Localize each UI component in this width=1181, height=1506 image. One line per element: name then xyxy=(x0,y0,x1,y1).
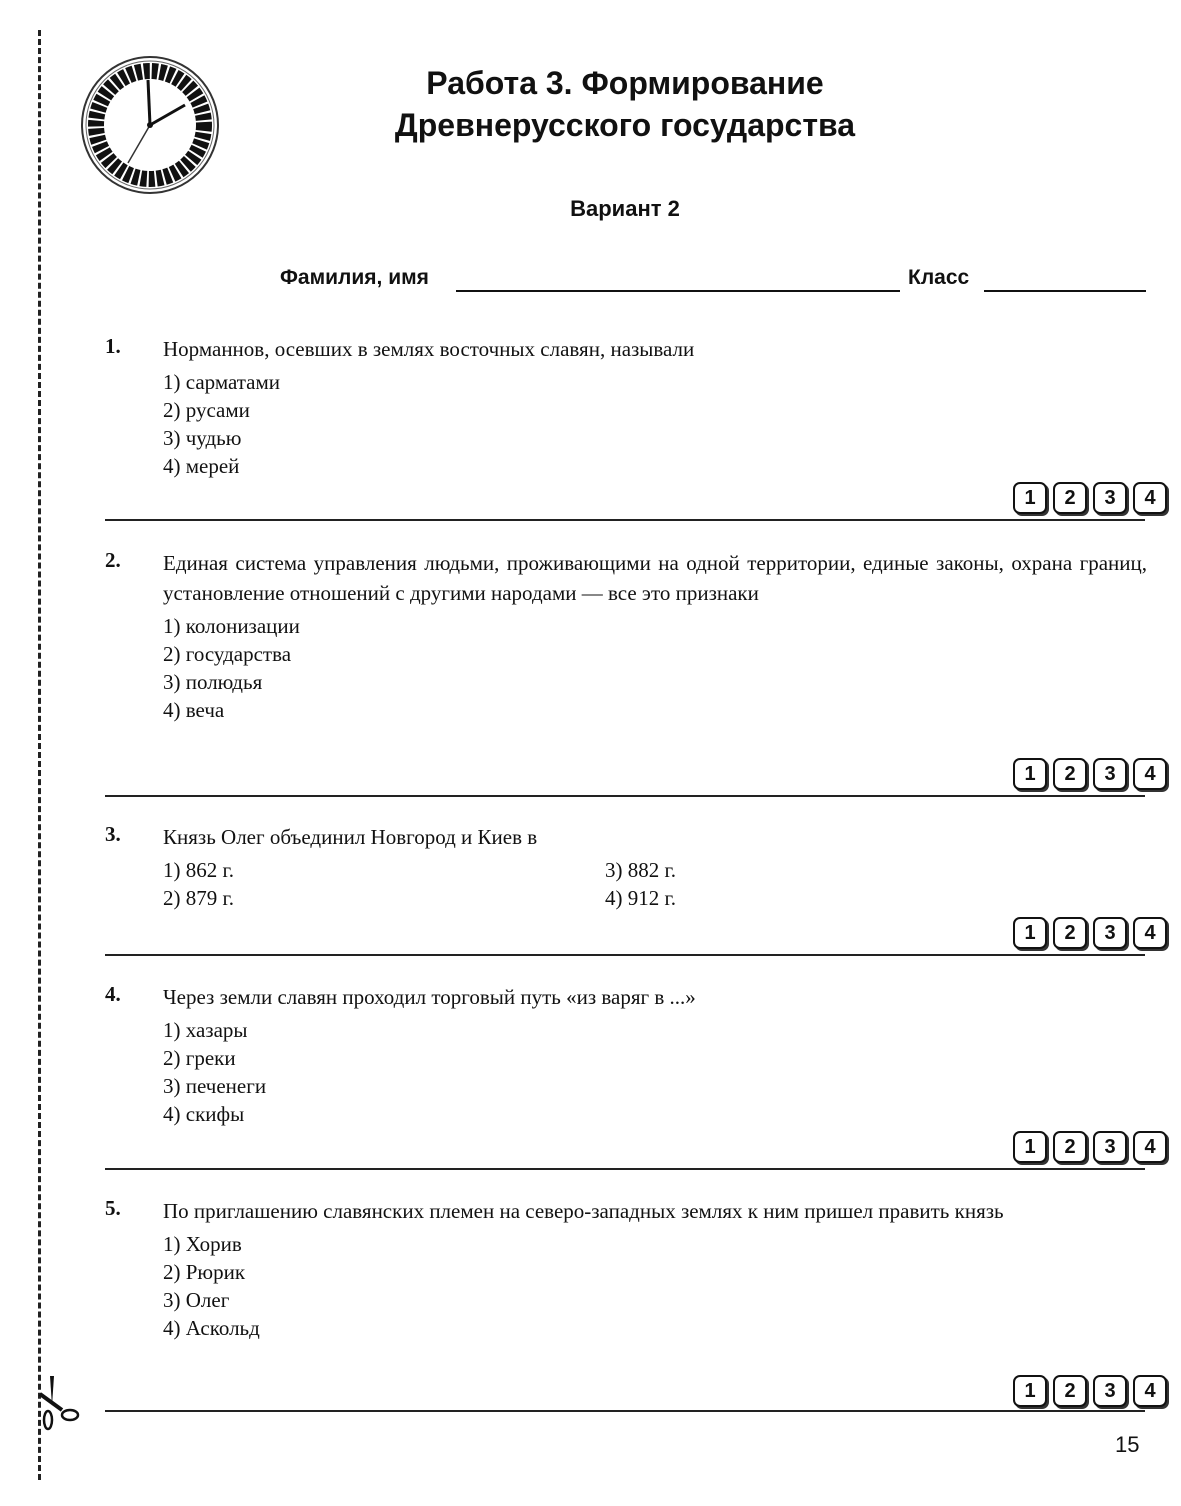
scan-smudge xyxy=(920,135,1150,145)
class-field[interactable] xyxy=(984,290,1146,292)
options-grid xyxy=(163,856,1147,912)
answer-box-4[interactable]: 4 xyxy=(1133,758,1167,790)
question-4 xyxy=(105,982,1147,1128)
question-number: 3. xyxy=(105,822,121,846)
option: 3) печенеги xyxy=(163,1074,267,1098)
question-number: 5. xyxy=(105,1196,121,1220)
option: 3) полюдья xyxy=(163,670,263,694)
option: 2) греки xyxy=(163,1046,236,1070)
scissors-icon xyxy=(36,1372,80,1432)
answer-box-1[interactable]: 1 xyxy=(1013,1131,1047,1163)
question-2 xyxy=(105,548,1147,724)
answer-box-3[interactable]: 3 xyxy=(1093,482,1127,514)
answer-box-3[interactable]: 3 xyxy=(1093,1131,1127,1163)
option: 2) государства xyxy=(163,642,292,666)
variant-label: Вариант 2 xyxy=(570,196,680,221)
question-number: 1. xyxy=(105,334,121,358)
option: 2) Рюрик xyxy=(163,1260,246,1284)
option: 2) русами xyxy=(163,398,250,422)
question-text: Единая система управления людьми, проживающими на одной территории, единые законы, охрана границ, установление отношений с другими народами — все это признаки xyxy=(163,551,1147,605)
answer-box-4[interactable]: 4 xyxy=(1133,917,1167,949)
answer-box-4[interactable]: 4 xyxy=(1133,482,1167,514)
question-text: Норманнов, осевших в землях восточных славян, называли xyxy=(163,337,695,361)
clock-icon xyxy=(80,55,220,195)
answer-box-2[interactable]: 2 xyxy=(1053,917,1087,949)
answer-boxes-3 xyxy=(1013,917,1167,949)
answer-box-2[interactable]: 2 xyxy=(1053,482,1087,514)
class-label: Класс xyxy=(908,266,970,289)
title-line-2: Древнерусского государства xyxy=(394,107,856,143)
divider xyxy=(105,954,1145,956)
options-list xyxy=(163,368,1147,480)
question-3 xyxy=(105,822,1147,912)
answer-box-2[interactable]: 2 xyxy=(1053,1131,1087,1163)
option: 1) колонизации xyxy=(163,614,300,638)
option: 1) хазары xyxy=(163,1018,248,1042)
answer-box-1[interactable]: 1 xyxy=(1013,1375,1047,1407)
page-title xyxy=(360,62,890,146)
option: 3) чудью xyxy=(163,426,242,450)
answer-boxes-4 xyxy=(1013,1131,1167,1163)
option: 1) 862 г. xyxy=(163,858,234,882)
options-list xyxy=(163,1016,1147,1128)
answer-box-3[interactable]: 3 xyxy=(1093,758,1127,790)
options-list xyxy=(163,612,1147,724)
option: 4) веча xyxy=(163,698,225,722)
name-label: Фамилия, имя xyxy=(280,266,429,289)
answer-box-4[interactable]: 4 xyxy=(1133,1131,1167,1163)
option: 3) Олег xyxy=(163,1288,230,1312)
answer-box-3[interactable]: 3 xyxy=(1093,917,1127,949)
question-number: 2. xyxy=(105,548,121,572)
divider xyxy=(105,795,1145,797)
question-number: 4. xyxy=(105,982,121,1006)
answer-box-2[interactable]: 2 xyxy=(1053,1375,1087,1407)
option: 4) 912 г. xyxy=(605,886,676,910)
option: 4) скифы xyxy=(163,1102,245,1126)
option: 1) Хорив xyxy=(163,1232,242,1256)
divider xyxy=(105,1168,1145,1170)
answer-box-2[interactable]: 2 xyxy=(1053,758,1087,790)
divider xyxy=(105,1410,1145,1412)
question-1 xyxy=(105,334,1147,480)
answer-box-3[interactable]: 3 xyxy=(1093,1375,1127,1407)
option: 1) сарматами xyxy=(163,370,281,394)
title-line-1: Работа 3. Формирование xyxy=(426,65,824,101)
options-list xyxy=(163,1230,1147,1342)
student-info-row xyxy=(280,266,1146,296)
answer-box-1[interactable]: 1 xyxy=(1013,758,1047,790)
page-number: 15 xyxy=(1115,1432,1140,1457)
answer-boxes-2 xyxy=(1013,758,1167,790)
answer-box-4[interactable]: 4 xyxy=(1133,1375,1167,1407)
question-text: Через земли славян проходил торговый путь «из варяг в ...» xyxy=(163,985,696,1009)
question-text: Князь Олег объединил Новгород и Киев в xyxy=(163,825,538,849)
question-text: По приглашению славянских племен на северо-западных землях к ним пришел править князь xyxy=(163,1199,1004,1223)
divider xyxy=(105,519,1145,521)
answer-boxes-5 xyxy=(1013,1375,1167,1407)
option: 3) 882 г. xyxy=(605,858,676,882)
name-field[interactable] xyxy=(456,290,900,292)
option: 4) мерей xyxy=(163,454,240,478)
answer-boxes-1 xyxy=(1013,482,1167,514)
cut-line xyxy=(38,30,41,1480)
answer-box-1[interactable]: 1 xyxy=(1013,917,1047,949)
option: 4) Аскольд xyxy=(163,1316,260,1340)
option: 2) 879 г. xyxy=(163,886,234,910)
question-5 xyxy=(105,1196,1147,1342)
answer-box-1[interactable]: 1 xyxy=(1013,482,1047,514)
